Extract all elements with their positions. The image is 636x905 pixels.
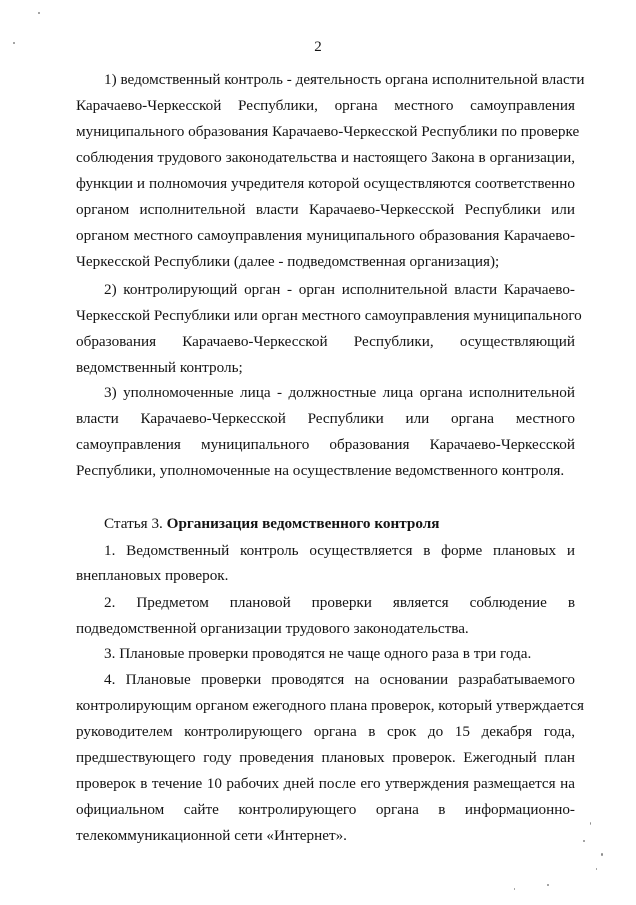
text-line: официальном сайте контролирующего органа в информационно- — [76, 801, 575, 818]
text-line: 3) уполномоченные лица - должностные лица органа исполнительной — [104, 384, 575, 401]
text-line: функции и полномочия учредителя которой осуществляются соответственно — [76, 175, 575, 192]
text-line: Черкесской Республики или орган местного самоуправления муниципального — [76, 307, 582, 324]
text-line: подведомственной организации трудового законодательства. — [76, 620, 469, 637]
text-line: проверок в течение 10 рабочих дней после его утверждения размещается на — [76, 775, 575, 792]
text-line: внеплановых проверок. — [76, 567, 229, 584]
article-prefix: Статья 3. — [104, 515, 167, 532]
text-line: Черкесской Республики (далее - подведомственная организация); — [76, 253, 500, 270]
scan-speck — [590, 822, 591, 825]
text-line: власти Карачаево-Черкесской Республики или органа местного — [76, 410, 575, 427]
text-line: телекоммуникационной сети «Интернет». — [76, 827, 347, 844]
scan-speck — [583, 840, 585, 842]
text-line: 1) ведомственный контроль - деятельность органа исполнительной власти — [104, 71, 585, 88]
text-line: образования Карачаево-Черкесской Республики, осуществляющий — [76, 333, 575, 350]
scan-speck — [596, 868, 597, 870]
text-line: руководителем контролирующего органа в срок до 15 декабря года, — [76, 723, 575, 740]
text-line: 2. Предметом плановой проверки является соблюдение в — [104, 594, 575, 611]
scan-speck — [547, 884, 549, 886]
page-number: 2 — [314, 39, 322, 55]
text-line: органом исполнительной власти Карачаево-Черкесской Республики или — [76, 201, 575, 218]
text-line: 4. Плановые проверки проводятся на основании разрабатываемого — [104, 671, 575, 688]
text-line: 1. Ведомственный контроль осуществляется в форме плановых и — [104, 542, 575, 559]
scan-speck — [601, 853, 603, 856]
text-line: контролирующим органом ежегодного плана проверок, который утверждается — [76, 697, 584, 714]
text-line: муниципального образования Карачаево-Черкесской Республики по проверке — [76, 123, 580, 140]
text-line: самоуправления муниципального образования Карачаево-Черкесской — [76, 436, 575, 453]
article-title: Организация ведомственного контроля — [166, 515, 440, 532]
text-line: Республики, уполномоченные на осуществление ведомственного контроля. — [76, 462, 565, 479]
text-line: ведомственный контроль; — [76, 359, 243, 376]
scan-speck — [13, 42, 15, 44]
text-line: органом местного самоуправления муниципального образования Карачаево- — [76, 227, 575, 244]
text-line: соблюдения трудового законодательства и настоящего Закона в организации, — [76, 149, 575, 166]
text-line: 3. Плановые проверки проводятся не чаще одного раза в три года. — [104, 645, 532, 662]
article-heading — [104, 515, 575, 533]
scan-speck — [514, 888, 515, 890]
scan-speck — [38, 12, 40, 14]
text-line: предшествующего году проведения плановых проверок. Ежегодный план — [76, 749, 575, 766]
text-line: Карачаево-Черкесской Республики, органа местного самоуправления — [76, 97, 575, 114]
text-line: 2) контролирующий орган - орган исполнительной власти Карачаево- — [104, 281, 575, 298]
